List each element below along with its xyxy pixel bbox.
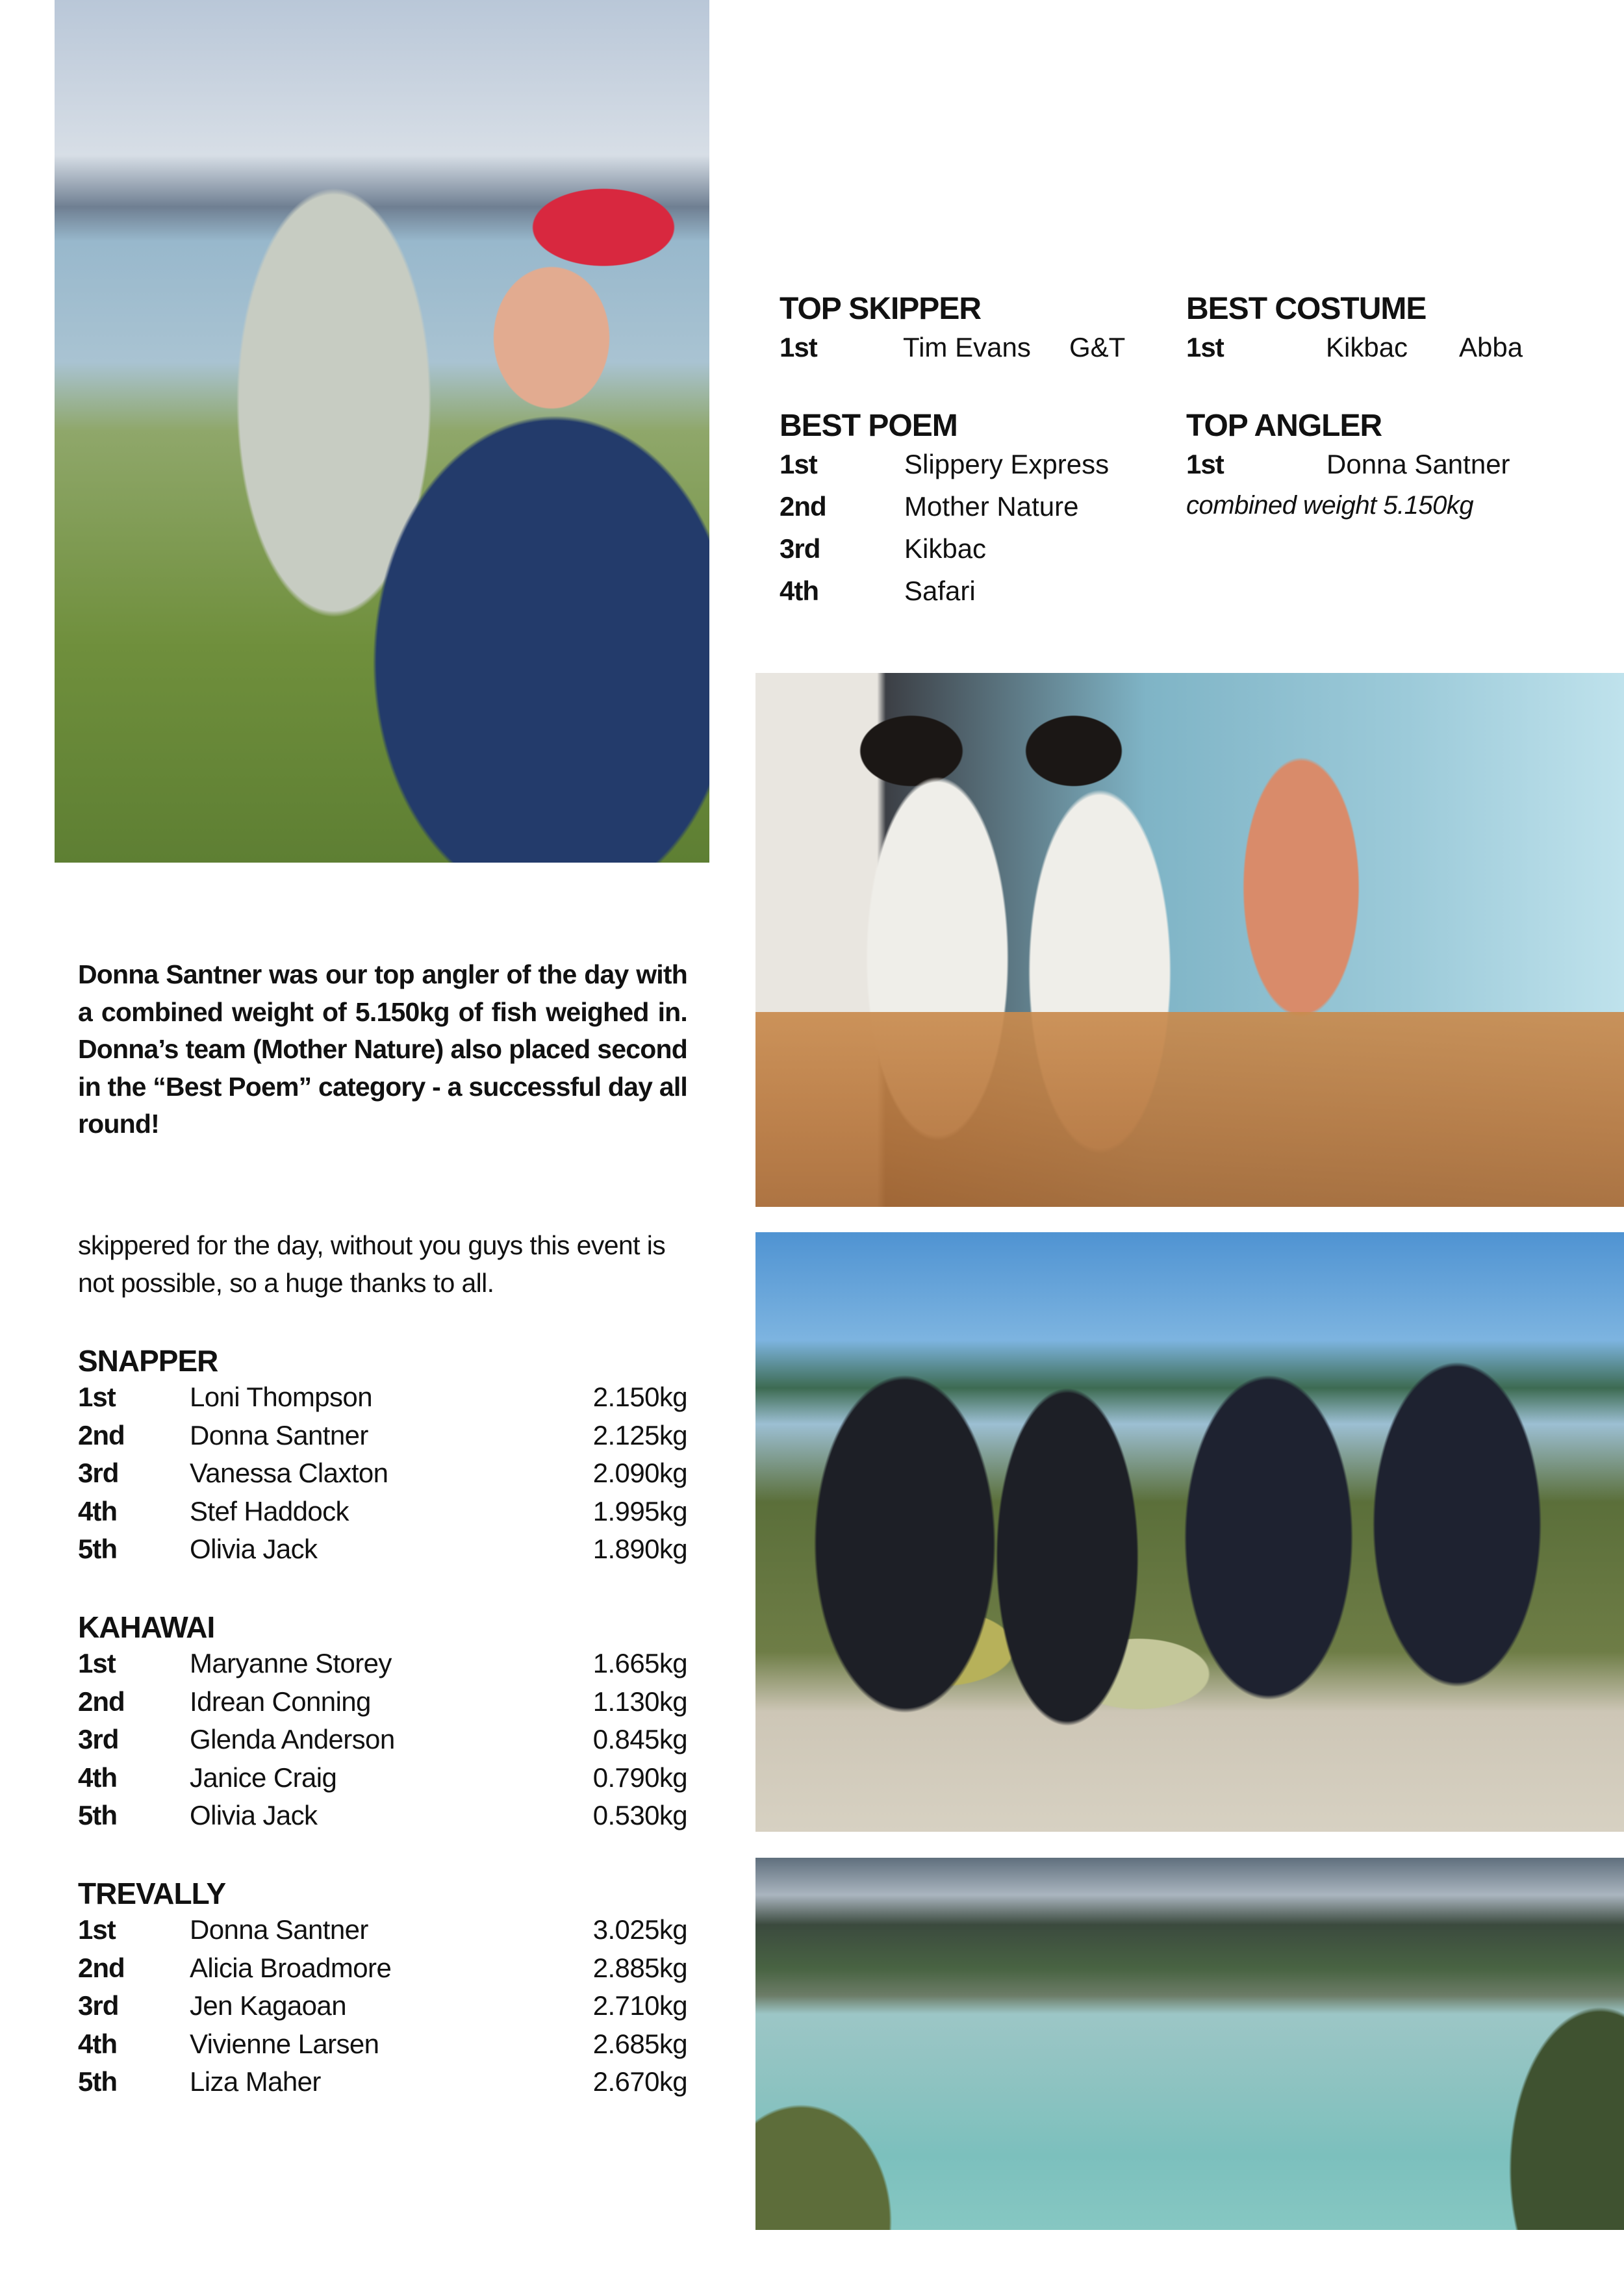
place: 2nd xyxy=(78,1419,125,1450)
place: 5th xyxy=(78,1534,117,1564)
fish-weight: 3.025kg xyxy=(592,1914,687,1945)
place: 3rd xyxy=(780,533,820,564)
result-row xyxy=(78,1645,687,1683)
award-row xyxy=(780,326,1169,368)
photo-harbour-view xyxy=(755,1858,1624,2230)
award-top-skipper xyxy=(780,294,1169,368)
angler-name: Donna Santner xyxy=(190,1419,368,1450)
result-row xyxy=(78,1949,687,1988)
place: 1st xyxy=(78,1914,116,1945)
result-row xyxy=(78,2063,687,2101)
theme-name: Abba xyxy=(1459,332,1523,362)
fish-weight: 2.670kg xyxy=(592,2066,687,2097)
place: 3rd xyxy=(78,1724,119,1754)
place: 2nd xyxy=(780,491,826,522)
result-row xyxy=(78,1493,687,1531)
place: 2nd xyxy=(78,1686,125,1717)
award-title: BEST POEM xyxy=(780,409,958,443)
fish-weight: 0.790kg xyxy=(592,1762,687,1793)
result-row xyxy=(78,1987,687,2025)
species-title: TREVALLY xyxy=(78,1877,226,1910)
place: 1st xyxy=(1186,332,1224,362)
fish-weight: 2.150kg xyxy=(592,1382,687,1412)
results-table-trevally xyxy=(78,1879,687,2101)
award-top-angler xyxy=(1186,411,1589,525)
winner-name: Tim Evans xyxy=(903,332,1031,362)
award-row xyxy=(780,527,1169,570)
award-row xyxy=(780,443,1169,485)
place: 2nd xyxy=(78,1952,125,1983)
place: 3rd xyxy=(78,1990,119,2021)
award-row xyxy=(1186,326,1589,368)
angler-name: Alicia Broadmore xyxy=(190,1952,392,1983)
combined-weight-note: combined weight 5.150kg xyxy=(1186,491,1474,520)
result-row xyxy=(78,2025,687,2064)
place: 1st xyxy=(1186,449,1224,479)
award-best-poem xyxy=(780,411,1169,612)
place: 4th xyxy=(78,2028,117,2059)
result-row xyxy=(78,1378,687,1417)
place: 1st xyxy=(780,332,817,362)
angler-name: Donna Santner xyxy=(190,1914,368,1945)
place: 5th xyxy=(78,2066,117,2097)
award-row xyxy=(780,485,1169,527)
angler-name: Idrean Conning xyxy=(190,1686,371,1717)
award-title: BEST COSTUME xyxy=(1186,292,1427,326)
place: 4th xyxy=(78,1762,117,1793)
top-angler-highlight-paragraph: Donna Santner was our top angler of the day with a combined weight of 5.150kg of fish weighed in. Donna’s team (Mother Nature) also placed second in the “Best Poem” category - a successful day all round! xyxy=(78,959,687,1139)
result-row xyxy=(78,1683,687,1721)
award-row xyxy=(1186,443,1589,485)
winner-name: Kikbac xyxy=(1326,332,1408,362)
angler-name: Loni Thompson xyxy=(190,1382,372,1412)
award-title: TOP ANGLER xyxy=(1186,409,1382,443)
result-row xyxy=(78,1759,687,1797)
result-row xyxy=(78,1911,687,1949)
fish-weight: 2.090kg xyxy=(592,1458,687,1488)
photo-top-angler-with-fish xyxy=(55,0,709,863)
angler-name: Liza Maher xyxy=(190,2066,321,2097)
angler-name: Maryanne Storey xyxy=(190,1648,392,1678)
winner-name: Donna Santner xyxy=(1326,449,1510,479)
angler-name: Jen Kagaoan xyxy=(190,1990,346,2021)
team-name: G&T xyxy=(1069,332,1126,362)
award-title: TOP SKIPPER xyxy=(780,292,981,326)
team-name: Kikbac xyxy=(904,533,987,564)
result-row xyxy=(78,1721,687,1759)
fish-weight: 1.995kg xyxy=(592,1495,687,1526)
fish-weight: 2.125kg xyxy=(592,1419,687,1450)
angler-name: Stef Haddock xyxy=(190,1495,349,1526)
result-row xyxy=(78,1417,687,1455)
fish-weight: 2.885kg xyxy=(592,1952,687,1983)
result-row xyxy=(78,1797,687,1835)
fish-weight: 0.845kg xyxy=(592,1724,687,1754)
fish-weight: 1.665kg xyxy=(592,1648,687,1678)
fish-weight: 1.890kg xyxy=(592,1534,687,1564)
place: 1st xyxy=(780,449,817,479)
team-name: Slippery Express xyxy=(904,449,1110,479)
angler-name: Vivienne Larsen xyxy=(190,2028,379,2059)
photo-costume-party xyxy=(755,673,1624,1207)
fish-weight: 0.530kg xyxy=(592,1800,687,1830)
place: 4th xyxy=(78,1495,117,1526)
thanks-paragraph: skippered for the day, without you guys this event is not possible, so a huge thanks to all. xyxy=(78,1230,666,1298)
place: 5th xyxy=(78,1800,117,1830)
award-best-costume xyxy=(1186,294,1589,368)
species-title: KAHAWAI xyxy=(78,1610,215,1644)
results-table-kahawai xyxy=(78,1612,687,1835)
team-name: Safari xyxy=(904,576,976,606)
team-name: Mother Nature xyxy=(904,491,1079,522)
photo-women-with-fish xyxy=(755,1232,1624,1832)
angler-name: Olivia Jack xyxy=(190,1800,318,1830)
fish-weight: 2.710kg xyxy=(592,1990,687,2021)
angler-name: Glenda Anderson xyxy=(190,1724,395,1754)
result-row xyxy=(78,1454,687,1493)
angler-name: Olivia Jack xyxy=(190,1534,318,1564)
place: 1st xyxy=(78,1648,116,1678)
angler-name: Janice Craig xyxy=(190,1762,337,1793)
place: 1st xyxy=(78,1382,116,1412)
species-title: SNAPPER xyxy=(78,1344,218,1378)
fish-weight: 1.130kg xyxy=(592,1686,687,1717)
place: 3rd xyxy=(78,1458,119,1488)
award-row xyxy=(780,570,1169,612)
fish-weight: 2.685kg xyxy=(592,2028,687,2059)
angler-name: Vanessa Claxton xyxy=(190,1458,388,1488)
result-row xyxy=(78,1530,687,1569)
results-table-snapper xyxy=(78,1346,687,1569)
place: 4th xyxy=(780,576,818,606)
